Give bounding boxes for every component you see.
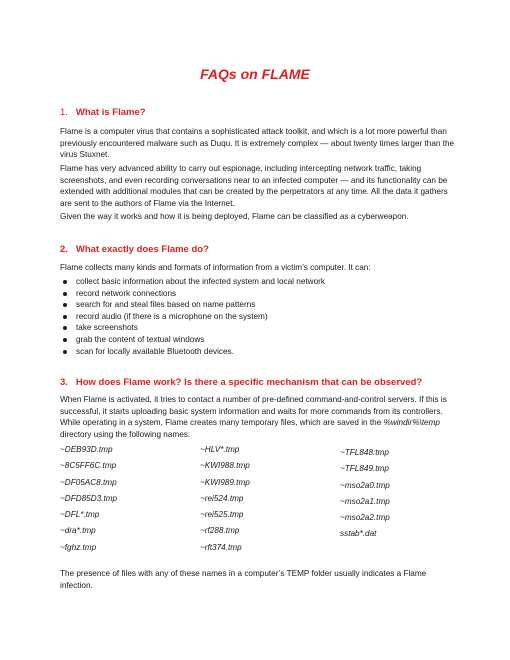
capabilities-list [60, 276, 325, 357]
file-list-column-3 [340, 445, 390, 543]
page-title: FAQs on FLAME [200, 66, 310, 82]
list-item: record network connections [60, 288, 325, 300]
file-name: ~mso2a2.tmp [340, 513, 390, 523]
section-1-paragraph-1: Flame is a computer virus that contains a sophisticated attack toolkit, and which is a lot more powerful than previously encountered malware such as Duqu. It is extremely complex — about twenty times larger than the virus Stuxnet. [60, 127, 455, 159]
file-name: ~DFL*.tmp [60, 510, 100, 520]
section-3-paragraph-start: When Flame is activated, it tries to contact a number of pre-defined command-and-control servers. If this is successful, it starts uploading basic system information and waits for more commands from its controllers. While operating in a system, Flame creates many temporary files, which are saved in the [60, 395, 447, 427]
file-name: ~DEB93D.tmp [60, 445, 113, 454]
section-3-paragraph-end: directory using the following names: [60, 429, 191, 439]
file-list-column-1 [60, 442, 117, 556]
list-item: search for and steal files based on name patterns [60, 299, 325, 311]
list-item: grab the content of textual windows [60, 334, 325, 346]
file-name: ~rft374.tmp [200, 542, 242, 552]
section-2-number: 2. [60, 244, 68, 255]
section-2-title: What exactly does Flame do? [75, 244, 209, 255]
file-list-column-2 [200, 442, 250, 556]
section-3-title: How does Flame work? Is there a specific mechanism that can be observed? [75, 377, 423, 388]
file-name: sstab*.dat [340, 529, 377, 539]
file-name: ~8C5FF6C.tmp [60, 461, 117, 471]
section-3-number: 3. [60, 377, 68, 388]
list-item: scan for locally available Bluetooth devices. [60, 346, 325, 358]
file-name: ~DF05AC8.tmp [60, 477, 117, 487]
section-3-closing: The presence of files with any of these names in a computer’s TEMP folder usually indicates a Flame infection. [60, 569, 427, 590]
section-2-intro: Flame collects many kinds and formats of information from a victim’s computer. It can: [60, 263, 371, 272]
section-2-heading [60, 244, 209, 255]
section-3-heading [60, 377, 422, 388]
list-item: record audio (if there is a microphone on the system) [60, 311, 325, 323]
file-name: ~mso2a0.tmp [340, 480, 390, 490]
list-item: take screenshots [60, 322, 325, 334]
file-name: ~rf288.tmp [200, 526, 240, 536]
file-name: ~mso2a1.tmp [340, 496, 390, 506]
file-name: ~HLV*.tmp [200, 445, 240, 454]
file-name: ~rei525.tmp [200, 510, 244, 520]
section-1-title: What is Flame? [75, 107, 146, 118]
list-item: collect basic information about the infected system and local network [60, 276, 325, 288]
section-1-number: 1. [60, 107, 68, 118]
temp-path: %windir%\temp [383, 418, 440, 427]
section-1-heading [60, 107, 146, 118]
file-name: ~TFL848.tmp [340, 448, 389, 457]
file-name: ~KWI989.tmp [200, 477, 250, 487]
file-name: ~fghz.tmp [60, 542, 97, 552]
section-1-paragraph-2: Flame has very advanced ability to carry out espionage, including intercepting network traffic, taking screenshots, and even recording conversations near to an infected computer — and its functionality can be extended with additional modules that can be created by the perpetrators at any time. All the data it gathers are sent to the authors of Flame via the Internet. [60, 164, 448, 208]
file-name: ~rei524.tmp [200, 493, 244, 503]
section-3-paragraph [60, 394, 455, 440]
section-1-paragraph-3: Given the way it works and how it is being deployed, Flame can be classified as a cyberweapon. [60, 212, 409, 221]
file-name: ~DFD85D3.tmp [60, 493, 118, 503]
file-name: ~TFL849.tmp [340, 464, 389, 474]
file-name: ~KWI988.tmp [200, 461, 250, 471]
file-name: ~dra*.tmp [60, 526, 96, 536]
